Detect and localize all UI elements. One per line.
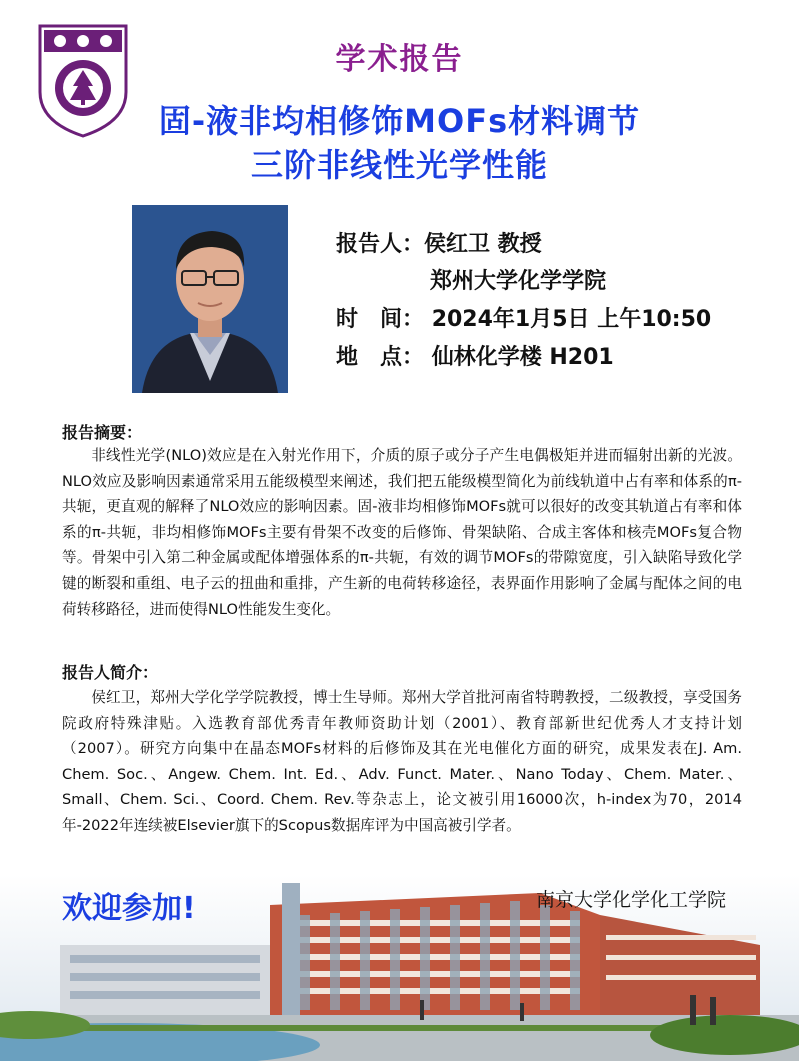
time-value: 2024年1月5日 上午10:50 bbox=[431, 307, 712, 332]
welcome-text: 欢迎参加! bbox=[62, 891, 196, 926]
speaker-line bbox=[336, 227, 542, 258]
speaker-photo bbox=[132, 205, 288, 393]
place-line bbox=[336, 340, 614, 371]
report-title-line2: 三阶非线性光学性能 bbox=[250, 146, 548, 184]
speaker-affiliation: 郑州大学化学学院 bbox=[430, 269, 607, 294]
abstract-text: 非线性光学(NLO)效应是在入射光作用下，介质的原子或分子产生电偶极矩并进而辐射出新的光波。NLO效应及影响因素通常采用五能级模型来阐述，我们把五能级模型简化为前线轨道中占有率和体系的π-共轭，更直观的解释了NLO效应的影响因素。固-液非均相修饰MOFs就可以很好的改变其轨道占有率和体系的π-共轭，非均相修饰MOFs主要有骨架不改变的后修饰、骨架缺陷、合成主客体和核壳MOFs复合物等。骨架中引入第二种金属或配体增强体系的π-共轭，有效的调节MOFs的带隙宽度，引入缺陷导致化学键的断裂和重组、电子云的扭曲和重排，产生新的电荷转移途径，表界面作用影响了金属与配体之间的电荷转移路径，进而使得NLO性能发生变化。 bbox=[62, 447, 742, 618]
bio-heading: 报告人简介： bbox=[62, 663, 159, 682]
speaker-label: 报告人： bbox=[336, 232, 425, 257]
bio-text: 侯红卫，郑州大学化学学院教授，博士生导师。郑州大学首批河南省特聘教授，二级教授，享受国务院政府特殊津贴。入选教育部优秀青年教师资助计划（2001）、教育部新世纪优秀人才支持计划（2007）。研究方向集中在晶态MOFs材料的后修饰及其在光电催化方面的研究，成果发表在J. Am. Chem. Soc.、Angew. Chem. Int. Ed.、Adv. Funct. Mater.、Nano Today、Chem. Mater.、Small、Chem. Sci.、Coord. Chem. Rev.等杂志上，论文被引用16000次，h-index为70，2014年-2022年连续被Elsevier旗下的Scopus数据库评为中国高被引学者。 bbox=[62, 689, 742, 834]
abstract-heading: 报告摘要： bbox=[62, 423, 143, 442]
speaker-name: 侯红卫 教授 bbox=[424, 232, 542, 257]
report-title-line1: 固-液非均相修饰MOFs材料调节 bbox=[158, 102, 641, 140]
report-kicker: 学术报告 bbox=[335, 42, 464, 77]
time-label: 时 间： bbox=[336, 307, 425, 332]
time-line bbox=[336, 302, 711, 333]
organizer-name: 南京大学化学化工学院 bbox=[536, 889, 727, 911]
place-value: 仙林化学楼 H201 bbox=[431, 345, 614, 370]
place-label: 地 点： bbox=[336, 345, 425, 370]
